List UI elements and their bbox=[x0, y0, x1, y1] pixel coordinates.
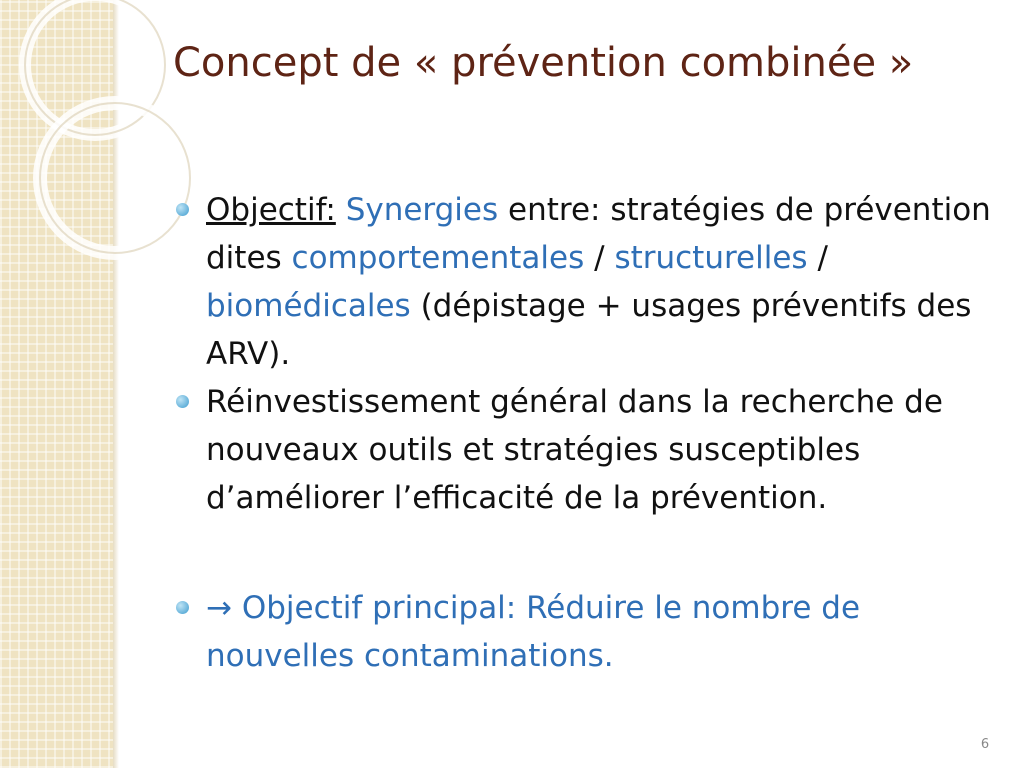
comportementales-term: comportementales bbox=[291, 240, 585, 276]
synergies-term: Synergies bbox=[345, 192, 499, 228]
separator-1: / bbox=[594, 240, 605, 276]
bullet-2-text: Réinvestissement général dans la recherche de nouveaux outils et stratégies susceptibles d’améliorer l’efficacité de la prévention. bbox=[206, 384, 943, 516]
bullet-objectif-principal bbox=[170, 584, 1010, 680]
bullet-3-text: → Objectif principal: Réduire le nombre de nouvelles contaminations. bbox=[206, 590, 861, 674]
biomedicales-term: biomédicales bbox=[206, 288, 411, 324]
bullet-objectif bbox=[170, 186, 1010, 378]
objectif-label: Objectif: bbox=[206, 192, 336, 228]
bullet-reinvestissement bbox=[170, 378, 1010, 522]
bullet-1-text-part-2: (dépistage + usages préventifs des ARV). bbox=[206, 288, 972, 372]
separator-2: / bbox=[817, 240, 828, 276]
bullet-dot-icon bbox=[176, 203, 189, 216]
slide-number: 6 bbox=[980, 737, 990, 752]
slide-title: Concept de « prévention combinée » bbox=[173, 40, 914, 86]
slide-content bbox=[170, 186, 1010, 680]
bullet-dot-icon bbox=[176, 601, 189, 614]
structurelles-term: structurelles bbox=[614, 240, 808, 276]
bullet-1-text-part-1: entre: stratégies de prévention dites bbox=[206, 192, 991, 276]
bullet-dot-icon bbox=[176, 395, 189, 408]
